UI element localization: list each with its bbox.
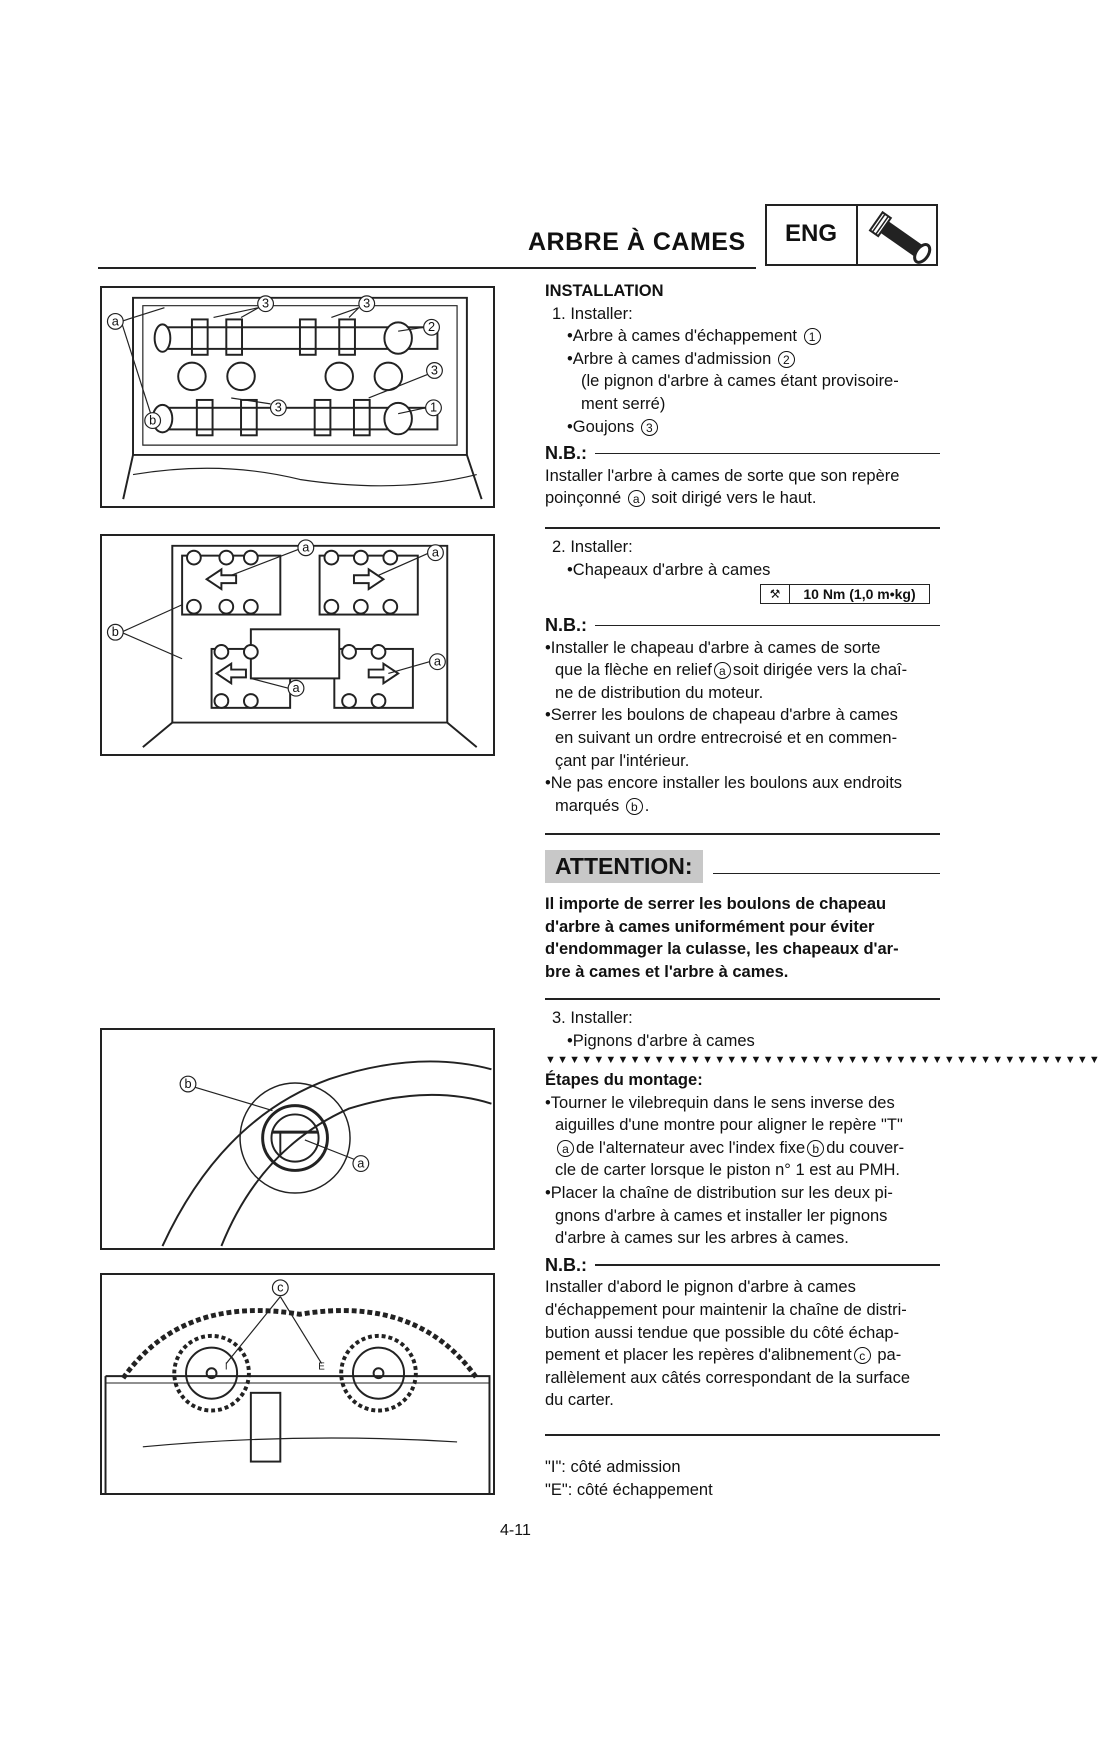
figure-callout [424, 319, 440, 335]
nb-text: poinçonné a soit dirigé vers le haut. [545, 489, 817, 508]
figure-callout [107, 624, 123, 640]
nb-heading: N.B.: [545, 1254, 940, 1277]
step-text: •Placer la chaîne de distribution sur les deux pi- [545, 1183, 893, 1202]
svg-text:a: a [357, 1155, 365, 1171]
svg-text:a: a [292, 680, 300, 696]
nb-text: •Installer le chapeau d'arbre à cames de sorte [545, 638, 881, 657]
camshaft-icon [862, 208, 936, 264]
step-3: 3. Installer: [552, 1009, 633, 1027]
figure-callout [428, 545, 444, 561]
svg-text:a: a [111, 313, 119, 329]
nb-text: Installer d'abord le pignon d'arbre à cames [545, 1278, 856, 1297]
page-number: 4-11 [500, 1522, 531, 1539]
figure-alternator-mark [100, 1028, 495, 1250]
svg-text:a: a [302, 539, 310, 555]
divider [545, 1434, 940, 1436]
list-item-note: (le pignon d'arbre à cames étant provisoire- [581, 372, 899, 391]
nb-text: marqués b . [555, 796, 650, 815]
step-text: cle de carter lorsque le piston n° 1 est au PMH. [555, 1161, 901, 1180]
torque-spec [760, 584, 930, 604]
figure-callout [427, 362, 443, 378]
list-item: •Arbre à cames d'admission 2 [545, 348, 940, 371]
svg-text:3: 3 [262, 295, 270, 311]
header-rule [98, 267, 756, 269]
step-1: 1. Installer: [552, 304, 633, 323]
figure-callout [145, 412, 161, 428]
nb-text: Installer l'arbre à cames de sorte que son repère [545, 466, 900, 485]
chapter-badge-label: ENG [785, 220, 838, 247]
list-item: •Goujons 3 [545, 416, 940, 439]
nb-text: pement et placer les repères d'alibnement c pa- [545, 1346, 902, 1365]
step-text: aiguilles d'une montre pour aligner le repère "T" [555, 1116, 903, 1135]
divider [545, 998, 940, 1000]
footnote: "I": côté admission [545, 1458, 681, 1476]
chapter-badge [765, 204, 938, 266]
svg-text:2: 2 [427, 319, 436, 335]
attention-heading: ATTENTION: [545, 850, 940, 883]
figure-callout [272, 1280, 288, 1296]
figure-callout [430, 654, 446, 670]
svg-text:a: a [431, 544, 440, 560]
nb-text: d'échappement pour maintenir la chaîne de distri- [545, 1300, 907, 1319]
list-item-note: ment serré) [581, 394, 666, 413]
nb-text: •Serrer les boulons de chapeau d'arbre à cames [545, 706, 898, 725]
step-text: a de l'alternateur avec l'index fixe b du couver- [545, 1137, 940, 1160]
nb-heading: N.B.: [545, 614, 940, 637]
assembly-steps [545, 1069, 940, 1412]
divider [545, 527, 940, 529]
attention-text: Il importe de serrer les boulons de chapeau d'arbre à cames uniformément pour éviter d'endommager la culasse, les chapeaux d'ar- bre à cames et l'arbre à cames. [545, 895, 899, 981]
page-title: ARBRE À CAMES [528, 228, 746, 256]
svg-text:3: 3 [274, 399, 282, 415]
step-text: •Tourner le vilebrequin dans le sens inverse des [545, 1093, 895, 1112]
figure-callout [426, 400, 442, 416]
figure-callout [107, 313, 123, 329]
figure-label-exhaust: E [318, 1361, 325, 1373]
figure-sprockets-chain [100, 1273, 495, 1495]
figure-label-intake: I [224, 1361, 228, 1373]
nb-text: ne de distribution du moteur. [555, 683, 764, 702]
nb-text: en suivant un ordre entrecroisé et en commen- [555, 728, 898, 747]
torque-value: 10 Nm (1,0 m•kg) [803, 586, 916, 602]
svg-text:a: a [433, 653, 441, 669]
nb-heading: N.B.: [545, 442, 940, 465]
installation-section [545, 280, 940, 510]
caps-section [545, 536, 940, 581]
footnote: "E": côté échappement [545, 1480, 713, 1499]
list-item: •Pignons d'arbre à cames [567, 1031, 755, 1050]
figure-callout [258, 296, 274, 312]
step-2: 2. Installer: [552, 538, 633, 556]
figure-callout [298, 540, 314, 556]
svg-text:b: b [149, 412, 157, 428]
svg-text:b: b [184, 1075, 192, 1091]
svg-text:3: 3 [430, 362, 439, 378]
sprockets-section [545, 1007, 940, 1052]
nb-text: rallèlement aux câtés correspondant de la surface [545, 1368, 911, 1387]
section-heading: INSTALLATION [545, 282, 664, 300]
steps-heading: Étapes du montage: [545, 1071, 703, 1089]
figure-callout [270, 400, 286, 416]
list-item: •Arbre à cames d'échappement 1 [545, 325, 940, 348]
step-text: d'arbre à cames sur les arbres à cames. [555, 1229, 849, 1248]
nb-text: •Ne pas encore installer les boulons aux endroits [545, 774, 903, 793]
figure-callout [353, 1155, 369, 1171]
figure-camshaft-caps [100, 534, 495, 756]
figure-callout [288, 680, 304, 696]
torque-wrench-icon: ⚒ [761, 585, 790, 603]
svg-text:b: b [111, 624, 119, 640]
svg-text:3: 3 [363, 295, 371, 311]
figure-camshaft-installation [100, 286, 495, 508]
list-item: •Chapeaux d'arbre à cames [567, 560, 771, 579]
figure-callout [180, 1076, 196, 1092]
steps-separator: ▼▼▼▼▼▼▼▼▼▼▼▼▼▼▼▼▼▼▼▼▼▼▼▼▼▼▼▼▼▼▼▼▼▼▼▼▼▼▼▼▼▼▼▼▼▼ [545, 1054, 1101, 1066]
nb-text: çant par l'intérieur. [555, 751, 690, 770]
nb-text: du carter. [545, 1391, 614, 1410]
figure-callout [359, 296, 375, 312]
nb-text: bution aussi tendue que possible du côté échap- [545, 1323, 900, 1342]
divider [545, 833, 940, 835]
svg-text:1: 1 [429, 399, 438, 415]
nb2-section [545, 610, 940, 817]
nb-text: que la flèche en relief a soit dirigée vers la chaî- [555, 661, 908, 680]
footnotes [545, 1456, 940, 1501]
step-text: gnons d'arbre à cames et installer ler pignons [555, 1206, 888, 1225]
svg-text:c: c [277, 1279, 284, 1295]
